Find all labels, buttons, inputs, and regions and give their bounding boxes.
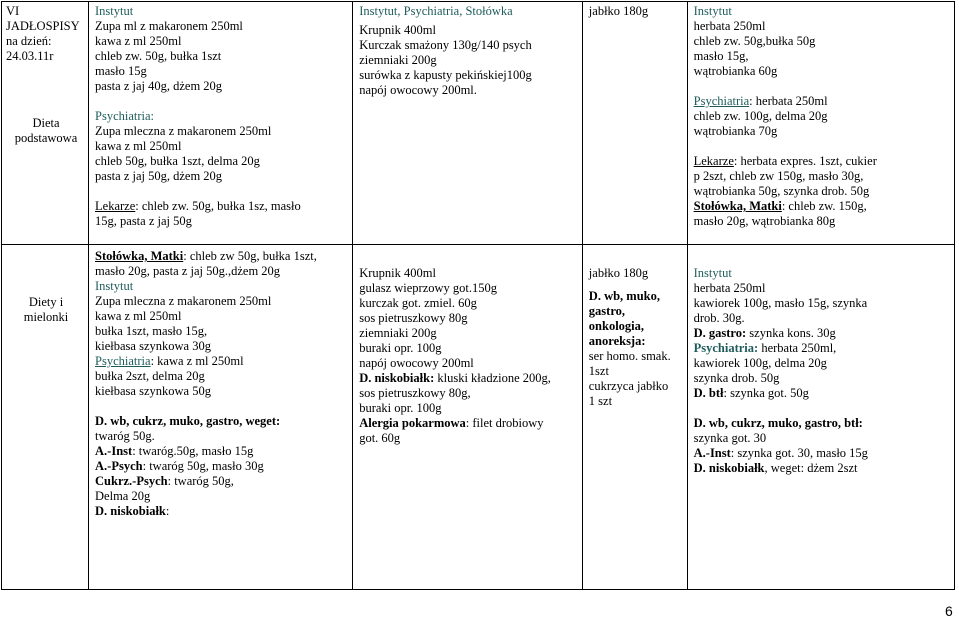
section-label-alergia: Alergia pokarmowa (359, 416, 466, 430)
menu-item: : herbata expres. 1szt, cukier (733, 154, 877, 168)
menu-item: herbata 250ml (693, 19, 766, 33)
section-label-psychiatria: Psychiatria: (95, 109, 155, 123)
section-label-diets: D. wb, cukrz, muko, gastro, btł: (693, 416, 863, 430)
menu-item: wątrobianka 70g (693, 124, 778, 138)
supper-cell (687, 2, 954, 245)
menu-item: Zupa ml z makaronem 250ml (95, 19, 243, 33)
menu-item: buraki opr. 100g (359, 341, 442, 355)
menu-item: : szynka got. 30, masło 15g (730, 446, 868, 460)
menu-item: Kurczak smażony 130g/140 psych (359, 38, 532, 52)
menu-item: napój owocowy 200ml (359, 356, 474, 370)
section-label-niskobialk: D. niskobiałk (693, 461, 765, 475)
menu-item: Krupnik 400ml (359, 266, 436, 280)
menu-item: chleb zw. 50g, bułka 1szt (95, 49, 222, 63)
section-label-psychiatria: Psychiatria (693, 94, 750, 108)
menu-item: kiełbasa szynkowa 50g (95, 384, 211, 398)
menu-item: bułka 2szt, delma 20g (95, 369, 205, 383)
breakfast-cell (89, 2, 353, 245)
menu-item: Zupa mleczna z makaronem 250ml (95, 294, 272, 308)
menu-item: herbata 250ml, (758, 341, 837, 355)
menu-item: buraki opr. 100g (359, 401, 442, 415)
menu-item: ziemniaki 200g (359, 53, 437, 67)
menu-item: p 2szt, chleb zw 150g, masło 30g, (693, 169, 864, 183)
lunch-cell (353, 245, 583, 590)
section-label-instytut: Instytut (95, 279, 134, 293)
menu-table (1, 1, 955, 590)
menu-item: : chleb zw. 150g, (781, 199, 867, 213)
menu-item: masło 15g (95, 64, 147, 78)
section-label-instytut: Instytut (693, 4, 732, 18)
menu-item: kawa z ml 250ml (95, 139, 182, 153)
menu-header (6, 4, 80, 64)
menu-item: drob. 30g. (693, 311, 745, 325)
breakfast-cell (89, 245, 353, 590)
header-date: 24.03.11r (6, 49, 54, 63)
diet-cell (2, 2, 89, 245)
section-label-lunch: Instytut, Psychiatria, Stołówka (359, 4, 513, 18)
menu-item: 1szt (588, 364, 609, 378)
menu-item: napój owocowy 200ml. (359, 83, 477, 97)
menu-item: got. 60g (359, 431, 401, 445)
menu-item: szynka drob. 50g (693, 371, 780, 385)
menu-item: kiełbasa szynkowa 30g (95, 339, 211, 353)
menu-item: kurczak got. zmiel. 60g (359, 296, 477, 310)
diet-name: Dieta (32, 116, 60, 130)
menu-item: jabłko 180g (588, 266, 649, 280)
menu-item: kawiorek 100g, masło 15g, szynka (693, 296, 868, 310)
menu-item: chleb zw. 50g,bułka 50g (693, 34, 816, 48)
section-label-lekarze: Lekarze (693, 154, 734, 168)
menu-item: pasta z jaj 50g, dżem 20g (95, 169, 223, 183)
menu-item: : filet drobiowy (465, 416, 544, 430)
diet-name: Diety i (28, 295, 64, 309)
menu-item: szynka kons. 30g (746, 326, 836, 340)
diet-name: mielonki (23, 310, 69, 324)
menu-item: jabłko 180g (588, 4, 649, 18)
section-label-niskobialk: D. niskobiałk: (359, 371, 435, 385)
section-label-lekarze: Lekarze (95, 199, 136, 213)
menu-item: szynka got. 30 (693, 431, 767, 445)
menu-item: Zupa mleczna z makaronem 250ml (95, 124, 272, 138)
menu-item: : chleb zw 50g, bułka 1szt, (183, 249, 317, 263)
section-label-diets: onkologia, (588, 319, 645, 333)
header-line: JADŁOSPISY (6, 19, 80, 33)
menu-item: : twaróg 50g, masło 30g (142, 459, 264, 473)
section-label-a-inst: A.-Inst (693, 446, 731, 460)
menu-item: : (165, 504, 170, 518)
menu-item: masło 20g, pasta z jaj 50g.,dżem 20g (95, 264, 281, 278)
supper-cell (687, 245, 954, 590)
section-label-instytut: Instytut (95, 4, 134, 18)
menu-item: ziemniaki 200g (359, 326, 437, 340)
section-label-gastro: D. gastro: (693, 326, 747, 340)
menu-item: ser homo. smak. (588, 349, 671, 363)
menu-item: chleb zw. 100g, delma 20g (693, 109, 828, 123)
section-label-a-psych: A.-Psych (95, 459, 143, 473)
menu-item: wątrobianka 50g, szynka drob. 50g (693, 184, 870, 198)
menu-item: sos pietruszkowy 80g, (359, 386, 471, 400)
menu-item: masło 15g, (693, 49, 749, 63)
lunch-cell (353, 2, 583, 245)
menu-item: kawa z ml 250ml (95, 309, 182, 323)
menu-item: wątrobianka 60g (693, 64, 778, 78)
section-label-instytut: Instytut (693, 266, 732, 280)
menu-item: twaróg 50g. (95, 429, 155, 443)
menu-item: : szynka got. 50g (723, 386, 809, 400)
diet-cell (2, 245, 89, 590)
section-label-stolowka: Stołówka, Matki (95, 249, 184, 263)
menu-item: kawa z ml 250ml (95, 34, 182, 48)
menu-item: chleb 50g, bułka 1szt, delma 20g (95, 154, 260, 168)
section-label-cukrz-psych: Cukrz.-Psych (95, 474, 168, 488)
menu-item: Delma 20g (95, 489, 151, 503)
section-label-stolowka: Stołówka, Matki (693, 199, 782, 213)
menu-item: Krupnik 400ml (359, 23, 436, 37)
menu-item: gulasz wieprzowy got.150g (359, 281, 498, 295)
menu-row-basic (2, 2, 955, 245)
snack-cell (582, 245, 687, 590)
menu-item: 15g, pasta z jaj 50g (95, 214, 192, 228)
section-label-niskobialk: D. niskobiałk (95, 504, 166, 518)
section-label-btl: D. btł (693, 386, 724, 400)
menu-item: kawiorek 100g, delma 20g (693, 356, 827, 370)
page-number: 6 (945, 603, 953, 619)
section-label-a-inst: A.-Inst (95, 444, 133, 458)
section-label-diets: D. wb, cukrz, muko, gastro, weget: (95, 414, 281, 428)
menu-item: masło 20g, wątrobianka 80g (693, 214, 836, 228)
menu-item: : chleb zw. 50g, bułka 1sz, masło (135, 199, 301, 213)
section-label-diets: D. wb, muko, (588, 289, 660, 303)
diet-name: podstawowa (14, 131, 78, 145)
header-line: na dzień: (6, 34, 52, 48)
section-label-psychiatria: Psychiatria: (693, 341, 759, 355)
menu-row-special (2, 245, 955, 590)
menu-item: : kawa z ml 250ml (150, 354, 244, 368)
menu-item: pasta z jaj 40g, dżem 20g (95, 79, 223, 93)
header-line: VI (6, 4, 20, 18)
menu-item: : twaróg 50g, (167, 474, 234, 488)
menu-item: : herbata 250ml (749, 94, 828, 108)
menu-item: herbata 250ml (693, 281, 766, 295)
menu-item: bułka 1szt, masło 15g, (95, 324, 208, 338)
menu-item: kluski kładzione 200g, (434, 371, 551, 385)
section-label-diets: anoreksja: (588, 334, 646, 348)
menu-item: sos pietruszkowy 80g (359, 311, 468, 325)
menu-item: surówka z kapusty pekińskiej100g (359, 68, 532, 82)
snack-cell (582, 2, 687, 245)
menu-item: 1 szt (588, 394, 613, 408)
section-label-diets: gastro, (588, 304, 626, 318)
menu-item: : twaróg.50g, masło 15g (132, 444, 254, 458)
menu-item: , weget: dżem 2szt (764, 461, 858, 475)
section-label-psychiatria: Psychiatria (95, 354, 151, 368)
menu-item: cukrzyca jabłko (588, 379, 669, 393)
